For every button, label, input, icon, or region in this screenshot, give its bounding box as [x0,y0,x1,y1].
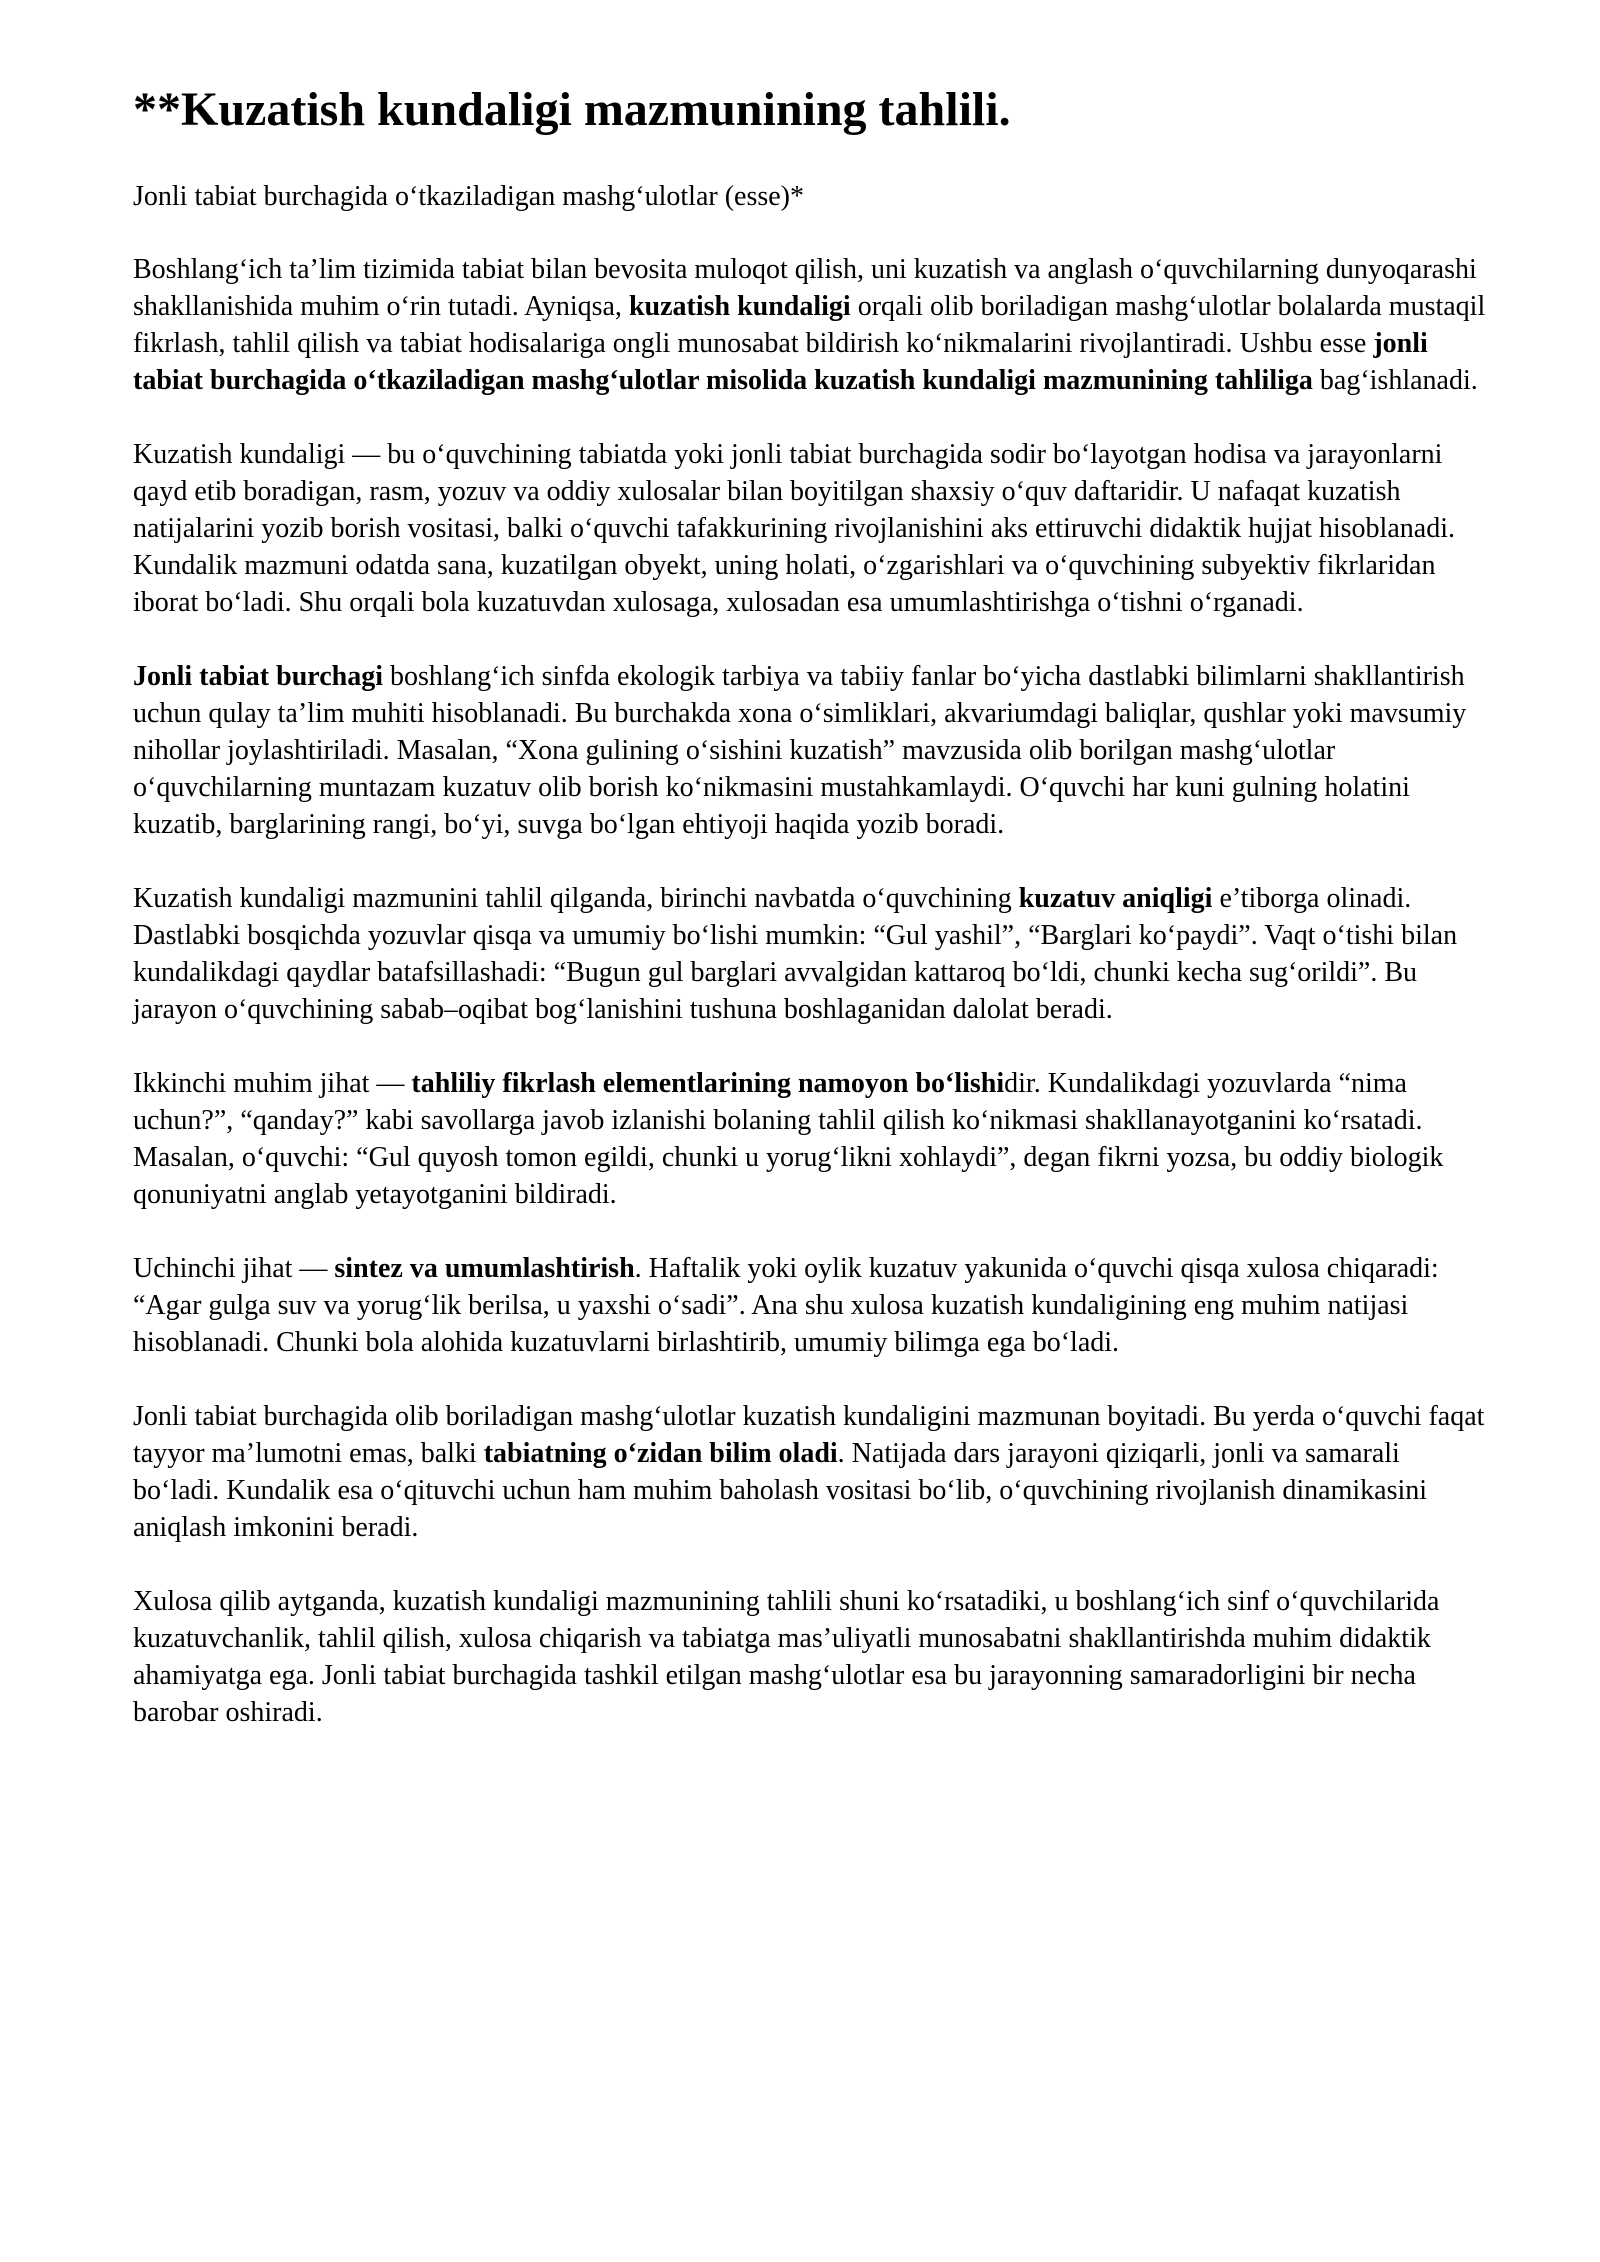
bold-phrase: jonli tabiat burchagida o‘tkaziladigan mashg‘ulotlar misolida kuzatish kundaligi mazmunining tahliliga [133,328,1428,396]
text-run: Boshlang‘ich ta’lim tizimida tabiat bilan bevosita muloqot qilish, uni kuzatish va anglash o‘quvchilarning dunyoqarashi shakllanishida muhim o‘rin tutadi. Ayniqsa, [133,254,1477,322]
body-paragraph [133,1583,1493,1731]
bold-phrase: Jonli tabiat burchagi [133,661,383,692]
document-title: **Kuzatish kundaligi mazmunining tahlili. [133,83,1011,136]
body-paragraph [133,658,1493,843]
text-run: . Haftalik yoki oylik kuzatuv yakunida o‘quvchi qisqa xulosa chiqaradi: “Agar gulga suv va yorug‘lik berilsa, u yaxshi o‘sadi”. Ana shu xulosa kuzatish kundaligining eng muhim natijasi hisoblanadi. Chunki bola alohida kuzatuvlarni birlashtirib, umumiy bilimga ega bo‘ladi. [133,1253,1439,1358]
text-run: Kuzatish kundaligi mazmunini tahlil qilganda, birinchi navbatda o‘quvchining [133,883,1019,914]
bold-phrase: kuzatish kundaligi [628,291,851,322]
document-subtitle: Jonli tabiat burchagida o‘tkaziladigan mashg‘ulotlar (esse)* [133,181,805,212]
text-run: Ikkinchi muhim jihat — [133,1068,412,1099]
bold-phrase: tabiatning o‘zidan bilim oladi [483,1438,838,1469]
text-run: bag‘ishlanadi. [1312,365,1478,396]
bold-phrase: tahliliy fikrlash elementlarining namoyon bo‘lishi [411,1068,1005,1099]
body-paragraph [133,1250,1493,1361]
text-run: Jonli tabiat burchagida olib boriladigan mashg‘ulotlar kuzatish kundaligini mazmunan boyitadi. Bu yerda o‘quvchi faqat tayyor ma’lumotni emas, balki [133,1401,1485,1469]
text-run: orqali olib boriladigan mashg‘ulotlar bolalarda mustaqil fikrlash, tahlil qilish va tabiat hodisalariga ongli munosabat bildirish ko‘nikmalarini rivojlantiradi. Ushbu esse [133,291,1486,359]
body-paragraph [133,436,1493,621]
text-run: boshlang‘ich sinfda ekologik tarbiya va tabiiy fanlar bo‘yicha dastlabki bilimlarni shakllantirish uchun qulay ta’lim muhiti hisoblanadi. Bu burchakda xona o‘simliklari, akvariumdagi baliqlar, qushlar yoki mavsumiy nihollar joylashtiriladi. Masalan, “Xona gulining o‘sishini kuzatish” mavzusida olib borilgan mashg‘ulotlar o‘quvchilarning muntazam kuzatuv olib borish ko‘nikmasini mustahkamlaydi. O‘quvchi har kuni gulning holatini kuzatib, barglarining rangi, bo‘yi, suvga bo‘lgan ehtiyoji haqida yozib boradi. [133,661,1467,840]
text-run: Kuzatish kundaligi — bu o‘quvchining tabiatda yoki jonli tabiat burchagida sodir bo‘layotgan hodisa va jarayonlarni qayd etib boradigan, rasm, yozuv va oddiy xulosalar bilan boyitilgan shaxsiy o‘quv daftaridir. U nafaqat kuzatish natijalarini yozib borish vositasi, balki o‘quvchi tafakkurining rivojlanishini aks ettiruvchi didaktik hujjat hisoblanadi. Kundalik mazmuni odatda sana, kuzatilgan obyekt, uning holati, o‘zgarishlari va o‘quvchining subyektiv fikrlaridan iborat bo‘ladi. Shu orqali bola kuzatuvdan xulosaga, xulosadan esa umumlashtirishga o‘tishni o‘rganadi. [133,439,1455,618]
body-paragraph [133,1065,1493,1213]
bold-phrase: sintez va umumlashtirish [334,1253,635,1284]
body-paragraph [133,880,1493,1028]
text-run: . Natijada dars jarayoni qiziqarli, jonli va samarali bo‘ladi. Kundalik esa o‘qituvchi uchun ham muhim baholash vositasi bo‘lib, o‘quvchining rivojlanish dinamikasini aniqlash imkonini beradi. [133,1438,1428,1543]
body-paragraph [133,1398,1493,1546]
text-run: Xulosa qilib aytganda, kuzatish kundaligi mazmunining tahlili shuni ko‘rsatadiki, u boshlang‘ich sinf o‘quvchilarida kuzatuvchanlik, tahlil qilish, xulosa chiqarish va tabiatga mas’uliyatli munosabatni shakllantirishda muhim didaktik ahamiyatga ega. Jonli tabiat burchagida tashkil etilgan mashg‘ulotlar esa bu jarayonning samaradorligini bir necha barobar oshiradi. [133,1586,1440,1728]
text-run: dir. Kundalikdagi yozuvlarda “nima uchun?”, “qanday?” kabi savollarga javob izlanishi bolaning tahlil qilish ko‘nikmasi shakllanayotganini ko‘rsatadi. Masalan, o‘quvchi: “Gul quyosh tomon egildi, chunki u yorug‘likni xohlaydi”, degan fikrni yozsa, bu oddiy biologik qonuniyatni anglab yetayotganini bildiradi. [133,1068,1444,1210]
body-paragraph [133,251,1493,399]
text-run: Uchinchi jihat — [133,1253,335,1284]
essay-body [133,251,1493,1731]
bold-phrase: kuzatuv aniqligi [1018,883,1213,914]
document-page [133,70,1493,1768]
text-run: e’tiborga olinadi. Dastlabki bosqichda yozuvlar qisqa va umumiy bo‘lishi mumkin: “Gul yashil”, “Barglari ko‘paydi”. Vaqt o‘tishi bilan kundalikdagi qaydlar batafsillashadi: “Bugun gul barglari avvalgidan kattaroq bo‘ldi, chunki kecha sug‘orildi”. Bu jarayon o‘quvchining sabab–oqibat bog‘lanishini tushuna boshlaganidan dalolat beradi. [133,883,1458,1025]
